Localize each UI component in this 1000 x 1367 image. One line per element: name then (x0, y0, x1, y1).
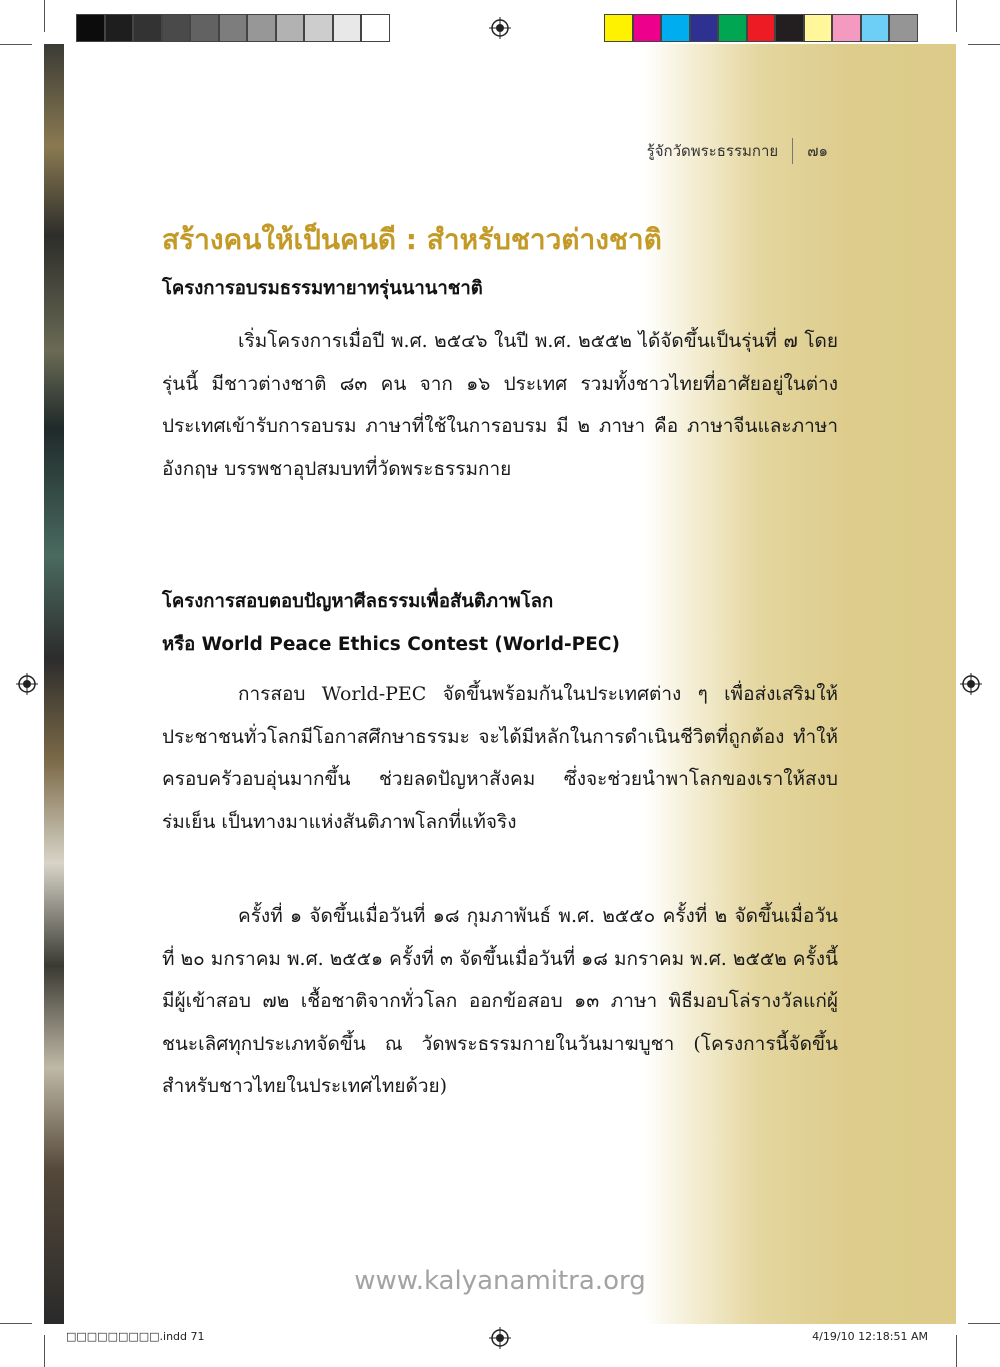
color-swatch (747, 14, 776, 42)
color-swatch (718, 14, 747, 42)
gray-swatch (105, 14, 134, 42)
section2-paragraph2: ครั้งที่ ๑ จัดขึ้นเมื่อวันที่ ๑๘ กุมภาพันธ์ พ.ศ. ๒๕๕๐ ครั้งที่ ๒ จัดขึ้นเมื่อวันที่ ๒๐ มกราคม พ.ศ. ๒๕๕๑ ครั้งที่ ๓ จัดขึ้นเมื่อวันที่ ๑๘ มกราคม พ.ศ. ๒๕๕๒ ครั้งนี้ มีผู้เข้าสอบ ๗๒ เชื้อชาติจากทั่วโลก ออกข้อสอบ ๑๓ ภาษา พิธีมอบโล่รางวัลแก่ผู้ชนะเลิศทุกประเภทจัดขึ้น ณ วัดพระธรรมกายในวันมาฆบูชา (โครงการนี้จัดขึ้นสำหรับชาวไทยในประเทศไทยด้วย) (162, 905, 838, 1097)
crop-mark (968, 1323, 1000, 1324)
color-swatch (604, 14, 633, 42)
gray-swatch (333, 14, 362, 42)
registration-target-icon (960, 673, 982, 695)
color-swatch (889, 14, 918, 42)
running-header (647, 138, 828, 164)
section1-heading: โครงการอบรมธรรมทายาทรุ่นนานาชาติ (162, 278, 483, 299)
color-swatch (775, 14, 804, 42)
gray-swatch (190, 14, 219, 42)
grayscale-color-bar (76, 14, 390, 42)
color-swatch (861, 14, 890, 42)
color-swatch (832, 14, 861, 42)
color-swatch (661, 14, 690, 42)
page-number: ๗๑ (807, 142, 828, 160)
section1-paragraph: เริ่มโครงการเมื่อปี พ.ศ. ๒๕๔๖ ในปี พ.ศ. ๒๕๕๒ ได้จัดขึ้นเป็นรุ่นที่ ๗ โดยรุ่นนี้ มีชาวต่างชาติ ๘๓ คน จาก ๑๖ ประเทศ รวมทั้งชาวไทยที่อาศัยอยู่ในต่างประเทศเข้ารับการอบรม ภาษาที่ใช้ในการอบรม มี ๒ ภาษา คือ ภาษาจีนและภาษาอังกฤษ บรรพชาอุปสมบทที่วัดพระธรรมกาย (162, 330, 838, 480)
running-header-title: รู้จักวัดพระธรรมกาย (646, 142, 779, 160)
registration-target-icon (489, 17, 511, 39)
crop-mark (0, 1323, 32, 1324)
gray-swatch (304, 14, 333, 42)
watermark-url: www.kalyanamitra.org (354, 1266, 646, 1296)
crop-mark (956, 1335, 957, 1367)
color-swatch (804, 14, 833, 42)
color-swatch (633, 14, 662, 42)
crop-mark (956, 0, 957, 32)
gray-swatch (76, 14, 105, 42)
slug-filename: □□□□□□□□□.indd 71 (66, 1330, 205, 1343)
section2-heading: โครงการสอบตอบปัญหาศีลธรรมเพื่อสันติภาพโลก (162, 591, 554, 612)
gray-swatch (276, 14, 305, 42)
temple-photo-strip (44, 44, 64, 1324)
gray-swatch (133, 14, 162, 42)
slug-timestamp: 4/19/10 12:18:51 AM (812, 1330, 928, 1343)
registration-target-icon (16, 673, 38, 695)
section2-subheading: หรือ World Peace Ethics Contest (World-PEC) (162, 634, 620, 655)
gray-swatch (219, 14, 248, 42)
gray-swatch (361, 14, 390, 42)
process-color-bar (604, 14, 918, 42)
page-title: สร้างคนให้เป็นคนดี : สำหรับชาวต่างชาติ (162, 223, 662, 256)
gray-swatch (162, 14, 191, 42)
gray-swatch (247, 14, 276, 42)
section2-paragraph1: การสอบ World-PEC จัดขึ้นพร้อมกันในประเทศต่าง ๆ เพื่อส่งเสริมให้ประชาชนทั่วโลกมีโอกาสศึกษาธรรมะ จะได้มีหลักในการดำเนินชีวิตที่ถูกต้อง ทำให้ครอบครัวอบอุ่นมากขึ้น ช่วยลดปัญหาสังคม ซึ่งจะช่วยนำพาโลกของเราให้สงบร่มเย็น เป็นทางมาแห่งสันติภาพโลกที่แท้จริง (162, 683, 838, 833)
crop-mark (0, 44, 32, 45)
crop-mark (44, 0, 45, 32)
crop-mark (968, 44, 1000, 45)
crop-mark (44, 1335, 45, 1367)
header-divider (792, 138, 793, 164)
registration-target-icon (489, 1327, 511, 1349)
color-swatch (690, 14, 719, 42)
